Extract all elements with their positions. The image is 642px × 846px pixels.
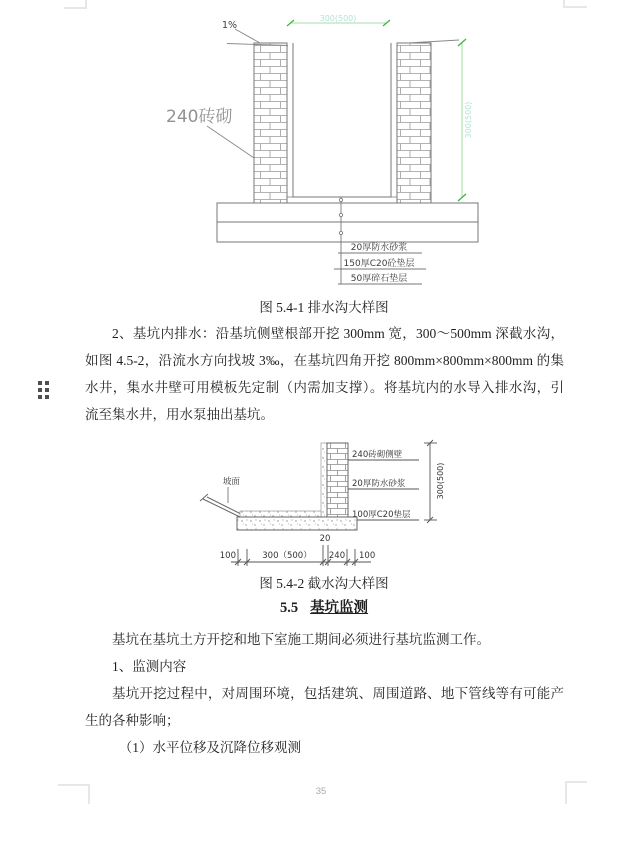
dim-240: 240 (328, 551, 346, 561)
figure1-caption: 图 5.4-1 排水沟大样图 (259, 300, 389, 315)
right-depth-dimension-text: 300(500) (464, 101, 473, 139)
layer-label-mortar: 20厚防水砂浆 (350, 243, 408, 253)
list-item-displacement: （1）水平位移及沉降位移观测 (118, 740, 301, 755)
section-heading (85, 596, 563, 617)
right-depth-dimension (458, 39, 473, 201)
brick-side-wall (327, 443, 348, 517)
cushion-slab (237, 517, 357, 530)
dim-100-right: 100 (359, 551, 376, 561)
brick-wall-leader (207, 126, 254, 158)
paragraph-monitoring-intro: 基坑在基坑土方开挖和地下室施工期间必须进行基坑监测工作。 (112, 632, 490, 647)
mortar-strip-horizontal (240, 511, 321, 517)
dim-300-500: 300（500） (262, 551, 312, 561)
list-item-monitoring-content: 1、监测内容 (112, 659, 187, 674)
page-number: 35 (315, 786, 327, 797)
mortar-strip-vertical (321, 443, 327, 517)
fig2-bottom-dimensions (220, 534, 375, 566)
paragraph-drainage: 2、基坑内排水：沿基坑侧壁根部开挖 300mm 宽，300～500mm 深截水沟，如图 4.5-2，沿流水方向找坡 3‰，在基坑四角开挖 800mm×800mm×800mm 的集水井，集水井壁可用模板先定制（内需加支撑）。将基坑内的水导入排水沟，引流至集水井，用水泵抽出基坑。 (85, 326, 564, 422)
section-title: 基坑监测 (310, 600, 369, 616)
layer-label-gravel: 50厚碎石垫层 (350, 274, 408, 284)
dim-20: 20 (319, 534, 331, 544)
section-number: 5.5 (279, 600, 299, 616)
left-brick-wall (254, 43, 287, 203)
mortar-lining (287, 43, 397, 197)
side-wall-label: 240砖砌侧壁 (352, 450, 403, 460)
slope-face-lines (200, 494, 241, 517)
slope-percent-label: 1% (222, 20, 238, 31)
base-slab (217, 203, 478, 242)
text-boundary-mark-top-left (64, 0, 87, 9)
cushion-label: 100厚C20垫层 (352, 510, 411, 520)
layer-label-concrete: 150厚C20砼垫层 (343, 259, 415, 269)
drag-handle-icon (38, 381, 49, 399)
brick-wall-label: 240砖砌 (166, 107, 233, 127)
figure-intercepting-ditch-diagram (195, 437, 455, 569)
mortar-label: 20厚防水砂浆 (352, 479, 406, 489)
text-boundary-mark-top-right (563, 0, 587, 8)
figure-drainage-ditch-diagram (160, 10, 490, 300)
fig2-depth-dimension-text: 300(500) (436, 462, 445, 500)
dim-100-left: 100 (219, 551, 236, 561)
figure2-caption: 图 5.4-2 截水沟大样图 (259, 576, 389, 591)
fig2-callouts (348, 449, 419, 520)
paragraph-surroundings: 基坑开挖过程中，对周围环境，包括建筑、周围道路、地下管线等有可能产生的各种影响； (85, 686, 564, 728)
top-width-dimension-text: 300(500) (319, 14, 357, 23)
top-width-dimension (287, 14, 390, 26)
right-brick-wall (397, 43, 431, 203)
slope-face-label: 坡面 (223, 477, 241, 487)
